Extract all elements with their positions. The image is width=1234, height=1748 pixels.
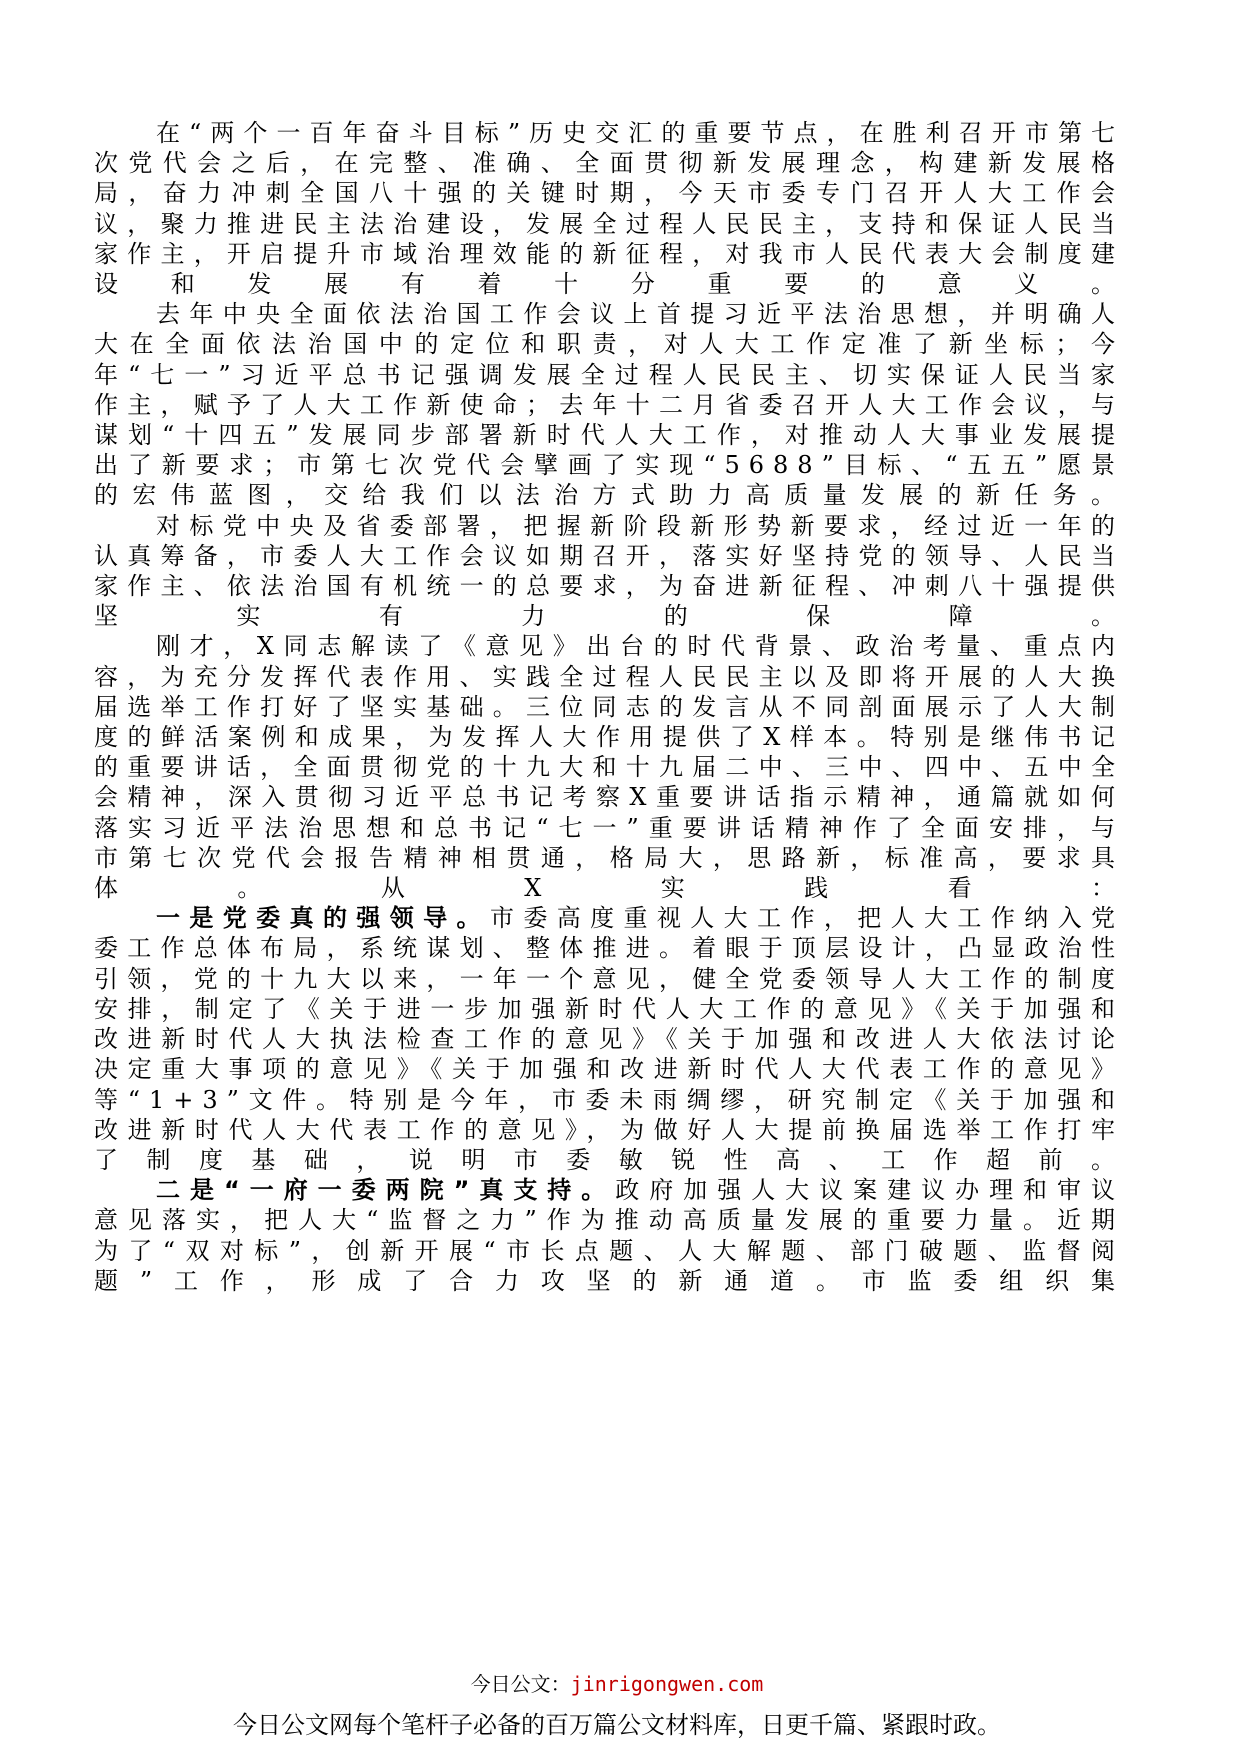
paragraph-text: 市委高度重视人大工作，把人大工作纳入党委工作总体布局，系统谋划、整体推进。着眼于顶层设计，凸显政治性引领，党的十九大以来，一年一个意见，健全党委领导人大工作的制度安排，制定了《关于进一步加强新时代人大工作的意见》《关于加强和改进新时代人大执法检查工作的意见》《关于加强和改进人大依法讨论决定重大事项的意见》《关于加强和改进新时代人大代表工作的意见》等“1+3”文件。特别是今年，市委未雨绸缪，研究制定《关于加强和改进新时代人大代表工作的意见》，为做好人大提前换届选举工作打牢了制度基础，说明市委敏锐性高、工作超前。 [94,904,1125,1174]
paragraph-1 [94,118,1124,299]
paragraph-6 [94,1175,1124,1296]
footer [0,1668,1234,1740]
paragraph-text: 去年中央全面依法治国工作会议上首提习近平法治思想，并明确人大在全面依法治国中的定位和职责，对人大工作定准了新坐标；今年“七一”习近平总书记强调发展全过程人民民主、切实保证人民当家作主，赋予了人大工作新使命；去年十二月省委召开人大工作会议，与谋划“十四五”发展同步部署新时代人大工作，对推动人大事业发展提出了新要求；市第七次党代会擘画了实现“5688”目标、“五五”愿景的宏伟蓝图，交给我们以法治方式助力高质量发展的新任务。 [94,300,1124,510]
paragraph-lead: 一是党委真的强领导。 [156,904,490,933]
paragraph-text: 政府加强人大议案建议办理和审议意见落实，把人大“监督之力”作为推动高质量发展的重要力量。近期为了“双对标”，创新开展“市长点题、人大解题、部门破题、监督阅题”工作，形成了合力攻坚的新通道。市监委组织集 [94,1176,1125,1295]
paragraph-3 [94,511,1124,632]
document-body [94,118,1124,1296]
paragraph-text: 在“两个一百年奋斗目标”历史交汇的重要节点，在胜利召开市第七次党代会之后，在完整、准确、全面贯彻新发展理念，构建新发展格局，奋力冲刺全国八十强的关键时期，今天市委专门召开人大工作会议，聚力推进民主法治建设，发展全过程人民民主，支持和保证人民当家作主，开启提升市域治理效能的新征程，对我市人民代表大会制度建设和发展有着十分重要的意义。 [94,119,1124,299]
paragraph-text: 刚才，X同志解读了《意见》出台的时代背景、政治考量、重点内容，为充分发挥代表作用、实践全过程人民民主以及即将开展的人大换届选举工作打好了坚实基础。三位同志的发言从不同剖面展示了人大制度的鲜活案例和成果，为发挥人大作用提供了X样本。特别是继伟书记的重要讲话，全面贯彻党的十九大和十九届二中、三中、四中、五中全会精神，深入贯彻习近平总书记考察X重要讲话指示精神，通篇就如何落实习近平法治思想和总书记“七一”重要讲话精神作了全面安排，与市第七次党代会报告精神相贯通，格局大，思路新，标准高，要求具体。从X实践看： [94,632,1124,903]
paragraph-2 [94,299,1124,510]
footer-site-label: 今日公文： [470,1672,571,1696]
paragraph-5 [94,903,1124,1175]
paragraph-lead: 二是“一府一委两院”真支持。 [156,1176,616,1205]
footer-tagline: 今日公文网每个笔杆子必备的百万篇公文材料库，日更千篇、紧跟时政。 [233,1711,1001,1739]
paragraph-4 [94,631,1124,903]
paragraph-text: 对标党中央及省委部署，把握新阶段新形势新要求，经过近一年的认真筹备，市委人大工作会议如期召开，落实好坚持党的领导、人民当家作主、依法治国有机统一的总要求，为奋进新征程、冲刺八十强提供坚实有力的保障。 [94,511,1124,631]
footer-site-line [0,1668,1234,1697]
footer-site-link[interactable]: jinrigongwen.com [570,1672,764,1696]
